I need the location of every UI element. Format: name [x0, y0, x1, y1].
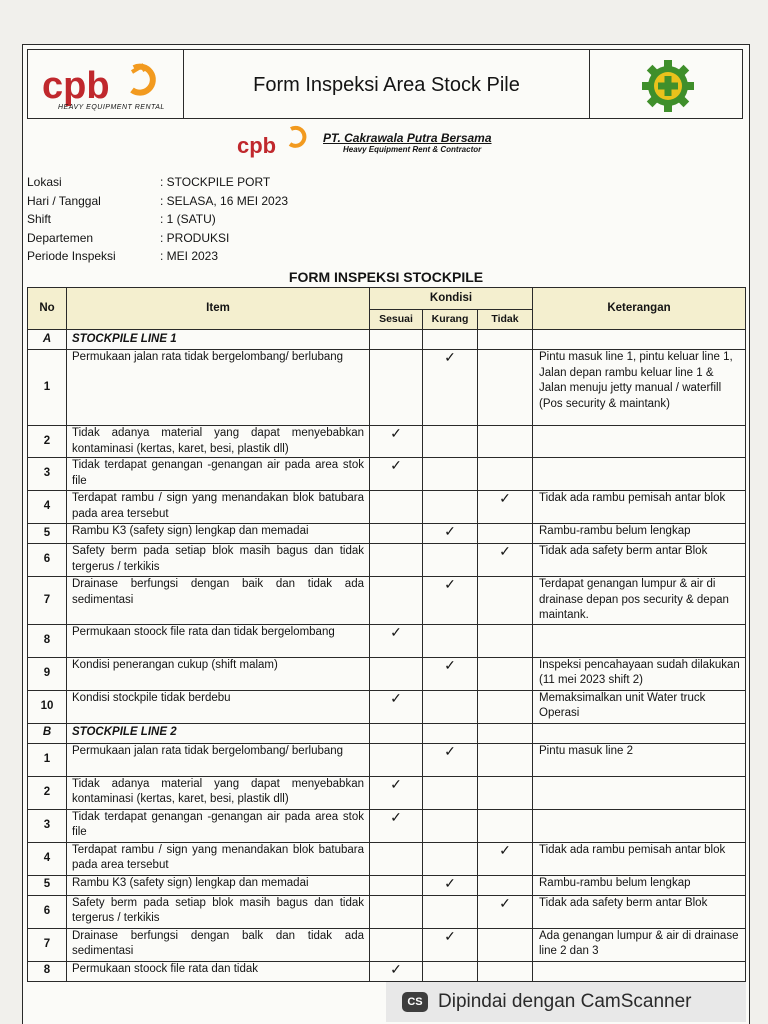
row-item: Tidak adanya material yang dapat menyebabkan kontaminasi (kertas, karet, besi, plastik dll): [67, 426, 370, 458]
row-number: 5: [28, 524, 67, 544]
row-keterangan: [533, 624, 746, 657]
table-row: [28, 426, 746, 458]
col-header-sesuai: Sesuai: [370, 310, 423, 330]
logo-tagline: HEAVY EQUIPMENT RENTAL: [58, 104, 165, 111]
section-title: STOCKPILE LINE 1: [67, 330, 370, 350]
empty-check-cell: [478, 776, 533, 809]
row-keterangan: [533, 458, 746, 491]
header-emblem-cell: [590, 50, 742, 118]
empty-cell: [370, 330, 423, 350]
empty-check-cell: [370, 491, 423, 524]
row-keterangan: Ada genangan lumpur & air di drainase line 2 dan 3: [533, 928, 746, 961]
row-keterangan: [533, 426, 746, 458]
empty-cell: [533, 330, 746, 350]
inspection-form-sheet: [22, 44, 750, 1024]
section-letter: A: [28, 330, 67, 350]
meta-value: : SELASA, 16 MEI 2023: [160, 193, 289, 208]
check-mark-icon: ✓: [370, 426, 423, 458]
empty-cell: [478, 723, 533, 743]
form-header: [27, 49, 743, 119]
row-keterangan: Tidak ada safety berm antar Blok: [533, 544, 746, 577]
col-header-item: Item: [67, 288, 370, 330]
empty-check-cell: [478, 458, 533, 491]
check-mark-icon: ✓: [370, 809, 423, 842]
row-item: Rambu K3 (safety sign) lengkap dan memadai: [67, 524, 370, 544]
check-mark-icon: ✓: [478, 842, 533, 875]
row-keterangan: Memaksimalkan unit Water truck Operasi: [533, 690, 746, 723]
row-number: 7: [28, 577, 67, 625]
row-number: 8: [28, 624, 67, 657]
row-keterangan: Pintu masuk line 1, pintu keluar line 1, Jalan depan rambu keluar line 1 & Jalan menuju jetty manual / waterfill (Pos security & maintank): [533, 350, 746, 426]
empty-check-cell: [478, 577, 533, 625]
empty-check-cell: [370, 743, 423, 776]
row-item: Safety berm pada setiap blok masih bagus dan tidak tergerus / terkikis: [67, 544, 370, 577]
check-mark-icon: ✓: [478, 491, 533, 524]
row-number: 3: [28, 809, 67, 842]
inspection-table: [27, 287, 746, 982]
row-item: Tidak terdapat genangan -genangan air pada area stok file: [67, 458, 370, 491]
check-mark-icon: ✓: [478, 544, 533, 577]
section-letter: B: [28, 723, 67, 743]
empty-check-cell: [370, 524, 423, 544]
company-logo-icon: [237, 123, 327, 159]
check-mark-icon: ✓: [423, 524, 478, 544]
table-row: [28, 928, 746, 961]
row-number: 1: [28, 743, 67, 776]
row-number: 2: [28, 426, 67, 458]
row-keterangan: Inspeksi pencahayaan sudah dilakukan (11 mei 2023 shift 2): [533, 657, 746, 690]
row-keterangan: [533, 809, 746, 842]
col-header-kondisi: Kondisi: [370, 288, 533, 310]
company-name: PT. Cakrawala Putra Bersama: [323, 131, 492, 145]
table-row: [28, 524, 746, 544]
header-title-cell: [184, 50, 590, 118]
row-item: Terdapat rambu / sign yang menandakan blok batubara pada area tersebut: [67, 842, 370, 875]
table-row: [28, 690, 746, 723]
table-row: [28, 961, 746, 981]
meta-label: Hari / Tanggal: [27, 193, 101, 208]
meta-value: : PRODUKSI: [160, 230, 230, 245]
row-item: Tidak terdapat genangan -genangan air pada area stok file: [67, 809, 370, 842]
empty-check-cell: [370, 875, 423, 895]
row-number: 8: [28, 961, 67, 981]
empty-cell: [533, 723, 746, 743]
empty-check-cell: [423, 895, 478, 928]
meta-value: : 1 (SATU): [160, 212, 216, 226]
check-mark-icon: ✓: [370, 690, 423, 723]
form-title: FORM INSPEKSI STOCKPILE: [288, 269, 484, 285]
table-row: [28, 657, 746, 690]
empty-check-cell: [370, 577, 423, 625]
col-header-tidak: Tidak: [478, 310, 533, 330]
row-number: 1: [28, 350, 67, 426]
check-mark-icon: ✓: [423, 875, 478, 895]
table-row: [28, 350, 746, 426]
empty-check-cell: [478, 928, 533, 961]
meta-label: Departemen: [27, 230, 94, 245]
empty-check-cell: [478, 809, 533, 842]
table-row: [28, 491, 746, 524]
row-keterangan: Tidak ada rambu pemisah antar blok: [533, 491, 746, 524]
table-row: [28, 842, 746, 875]
empty-check-cell: [370, 895, 423, 928]
row-number: 9: [28, 657, 67, 690]
meta-value: : STOCKPILE PORT: [160, 175, 271, 189]
empty-check-cell: [423, 544, 478, 577]
cpb-logo-icon: [38, 58, 178, 108]
company-logo-text: cpb: [237, 133, 277, 158]
header-logo-cell: [28, 50, 184, 118]
check-mark-icon: ✓: [370, 458, 423, 491]
section-title: STOCKPILE LINE 2: [67, 723, 370, 743]
meta-label: Lokasi: [27, 175, 62, 189]
row-keterangan: Rambu-rambu belum lengkap: [533, 875, 746, 895]
empty-check-cell: [423, 961, 478, 981]
col-header-kurang: Kurang: [423, 310, 478, 330]
empty-cell: [423, 723, 478, 743]
company-subtitle: Heavy Equipment Rent & Contractor: [343, 145, 482, 154]
empty-check-cell: [423, 776, 478, 809]
col-header-keterangan: Keterangan: [533, 288, 746, 330]
row-keterangan: [533, 961, 746, 981]
row-item: Permukaan stoock file rata dan tidak: [67, 961, 370, 981]
empty-check-cell: [370, 928, 423, 961]
row-item: Kondisi stockpile tidak berdebu: [67, 690, 370, 723]
row-item: Tidak adanya material yang dapat menyebabkan kontaminasi (kertas, karet, besi, plastik dll): [67, 776, 370, 809]
empty-check-cell: [478, 690, 533, 723]
row-number: 6: [28, 895, 67, 928]
row-item: Drainase berfungsi dengan baik dan tidak ada sedimentasi: [67, 577, 370, 625]
row-item: Permukaan stoock file rata dan tidak bergelombang: [67, 624, 370, 657]
row-item: Permukaan jalan rata tidak bergelombang/ berlubang: [67, 743, 370, 776]
empty-check-cell: [370, 350, 423, 426]
watermark-text: Dipindai dengan CamScanner: [438, 991, 692, 1012]
empty-check-cell: [423, 458, 478, 491]
meta-value: : MEI 2023: [160, 249, 219, 263]
table-row: [28, 577, 746, 625]
empty-cell: [423, 330, 478, 350]
empty-check-cell: [370, 842, 423, 875]
check-mark-icon: ✓: [423, 928, 478, 961]
empty-check-cell: [478, 875, 533, 895]
check-mark-icon: ✓: [423, 577, 478, 625]
empty-cell: [478, 330, 533, 350]
empty-check-cell: [370, 657, 423, 690]
logo-text: cpb: [42, 65, 110, 107]
table-row: [28, 743, 746, 776]
row-keterangan: [533, 776, 746, 809]
check-mark-icon: ✓: [370, 961, 423, 981]
section-row: [28, 330, 746, 350]
empty-check-cell: [478, 624, 533, 657]
row-number: 7: [28, 928, 67, 961]
row-number: 4: [28, 491, 67, 524]
empty-check-cell: [423, 842, 478, 875]
check-mark-icon: ✓: [423, 350, 478, 426]
empty-check-cell: [478, 743, 533, 776]
meta-label: Shift: [27, 212, 52, 226]
empty-check-cell: [423, 690, 478, 723]
row-item: Safety berm pada setiap blok masih bagus dan tidak tergerus / terkikis: [67, 895, 370, 928]
row-number: 2: [28, 776, 67, 809]
empty-check-cell: [478, 350, 533, 426]
row-number: 10: [28, 690, 67, 723]
col-header-no: No: [28, 288, 67, 330]
section-row: [28, 723, 746, 743]
empty-check-cell: [478, 524, 533, 544]
row-item: Rambu K3 (safety sign) lengkap dan memadai: [67, 875, 370, 895]
empty-check-cell: [478, 657, 533, 690]
form-header-title: Form Inspeksi Area Stock Pile: [253, 74, 520, 96]
empty-check-cell: [423, 426, 478, 458]
empty-check-cell: [478, 426, 533, 458]
row-item: Permukaan jalan rata tidak bergelombang/ berlubang: [67, 350, 370, 426]
empty-check-cell: [423, 809, 478, 842]
empty-check-cell: [423, 624, 478, 657]
row-keterangan: Pintu masuk line 2: [533, 743, 746, 776]
row-item: Terdapat rambu / sign yang menandakan blok batubara pada area tersebut: [67, 491, 370, 524]
check-mark-icon: ✓: [478, 895, 533, 928]
empty-cell: [370, 723, 423, 743]
row-keterangan: Tidak ada rambu pemisah antar blok: [533, 842, 746, 875]
row-item: Drainase berfungsi dengan balk dan tidak ada sedimentasi: [67, 928, 370, 961]
row-keterangan: Terdapat genangan lumpur & air di drainase depan pos security & depan maintank.: [533, 577, 746, 625]
camscanner-icon: CS: [402, 992, 428, 1012]
table-row: [28, 809, 746, 842]
table-row: [28, 624, 746, 657]
check-mark-icon: ✓: [423, 657, 478, 690]
check-mark-icon: ✓: [423, 743, 478, 776]
row-keterangan: Tidak ada safety berm antar Blok: [533, 895, 746, 928]
row-number: 5: [28, 875, 67, 895]
row-number: 4: [28, 842, 67, 875]
check-mark-icon: ✓: [370, 776, 423, 809]
meta-label: Periode Inspeksi: [27, 249, 116, 263]
safety-gear-icon: [638, 59, 698, 113]
empty-check-cell: [478, 961, 533, 981]
table-row: [28, 544, 746, 577]
camscanner-watermark: [386, 982, 746, 1022]
row-number: 3: [28, 458, 67, 491]
table-row: [28, 776, 746, 809]
table-row: [28, 458, 746, 491]
empty-check-cell: [370, 544, 423, 577]
empty-check-cell: [423, 491, 478, 524]
table-row: [28, 875, 746, 895]
check-mark-icon: ✓: [370, 624, 423, 657]
row-keterangan: Rambu-rambu belum lengkap: [533, 524, 746, 544]
row-number: 6: [28, 544, 67, 577]
row-item: Kondisi penerangan cukup (shift malam): [67, 657, 370, 690]
table-row: [28, 895, 746, 928]
